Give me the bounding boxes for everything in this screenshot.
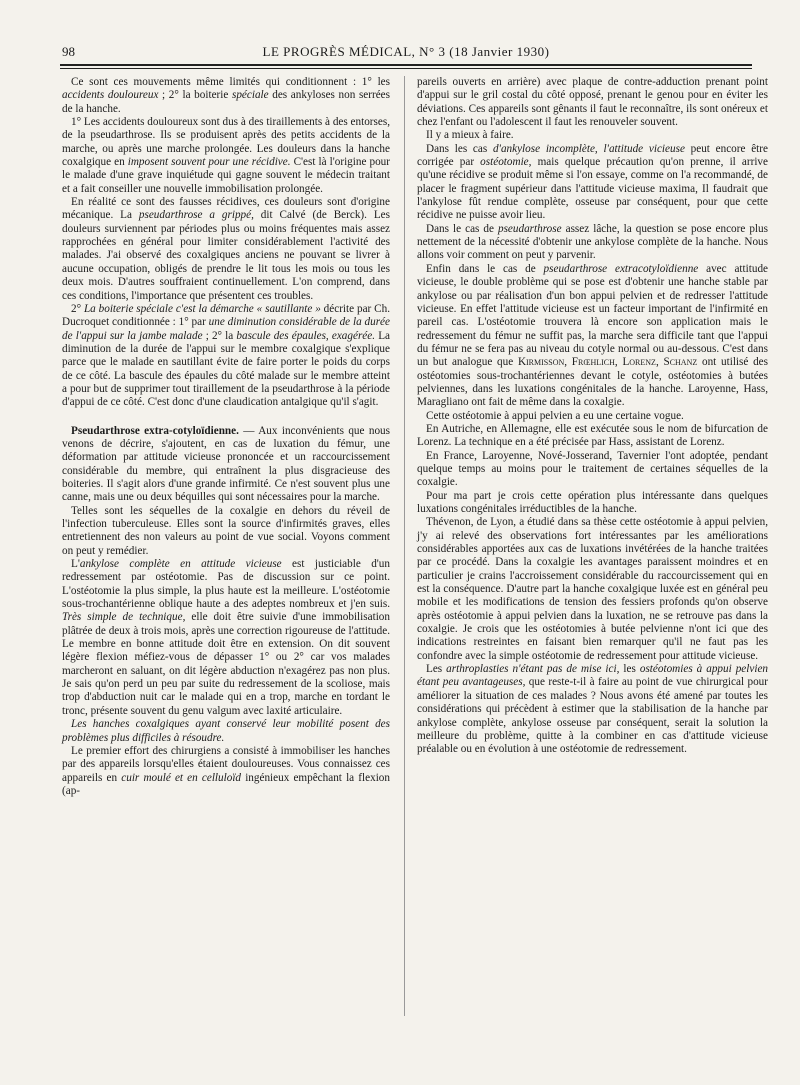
text-run: assez lâche, la question se pose encore plus nettement de la nécessité d'obtenir une ankylose complète de la hanche. Nous allons voir comment on peut y parvenir. <box>417 222 768 262</box>
text-run: Thévenon, de Lyon, a étudié dans sa thèse cette ostéotomie à appui pelvien, j'y ai relevé des observations fort intéressantes par les améliorations considérables apportées aux cas de luxations invétérées de la hanche traitées par ce procédé. Dans la coxalgie les avantages paraissent moindres et en particulier je crains l'accroissement considérable du raccourcissement qui en est la conséquence. D'autre part la hanche coxalgique luxée est en général peu mobile et les modifications de tension des fessiers profonds qu'on observe après ostéotomie à appui pelvien dans la luxation, ne se retrouve pas dans la coxalgie. Je crois que les ostéotomies à butée pelvienne n'ont ici que des indications restreintes en faisant bien remarquer qu'il ne faut pas les confondre avec la simple ostéotomie de redressement pour attitude vicieuse. <box>417 516 768 662</box>
text-run: accidents douloureux <box>62 89 159 102</box>
text-run: Les <box>426 663 447 676</box>
text-run: ont utilisé des ostéotomies sous-trochantériennes devant le cotyle, ostéotomies à butées pelviennes, dans les luxations congénitales de la hanche. Laroyenne, Hass, Maragliano ont fait de même dans la coxalgie. <box>417 356 768 409</box>
text-run: La diminution de la durée de l'appui sur le membre coxalgique s'explique parce que le malade en sautillant évite de faire porter le poids du corps de ce côté. La bascule des épaules du côté malade sur le membre atteint a pour but de supprimer tout tiraillement de la pseudarthrose à la période d'appui de ce côté. C'est donc d'une claudication antalgique qu'il s'agit. <box>62 329 390 409</box>
text-run: dit Calvé (de Berck). Les douleurs surviennent par périodes plus ou moins fréquentes mais assez rapprochées en général pour limiter considérablement l'activité des malades. J'ai observé des coxalgiques anciens ne pouvant se livrer à aucune occupation, obligés de prendre le lit tous les mois ou tous les deux mois. D'autres souffraient continuellement. L'on comprend, dans ces conditions, l'importance que présentent ces troubles. <box>62 209 390 302</box>
text-run: cuir moulé et en celluloïd <box>121 771 242 784</box>
text-run: ostéotomie, <box>480 156 532 169</box>
text-run: Lorenz <box>622 356 656 369</box>
paragraph <box>417 263 768 410</box>
header-rule-thick <box>60 64 752 66</box>
paragraph <box>417 143 768 223</box>
text-run: — Aux inconvénients que nous venons de décrire, s'ajoutent, en cas de luxation du fémur, une déformation par attitude vicieuse prononcée et un raccourcissement considérable du membre, qui entraînent la plus disgracieuse des boiteries. Il s'agit alors d'une grande infirmité. Ce n'est souvent plus une canne, mais une ou deux béquilles qui sont nécessaires pour la marche. <box>62 424 390 504</box>
text-run: bascule des épaules, exagérée. <box>236 329 376 342</box>
text-run: est justiciable d'un redressement par ostéotomie. Pas de discussion sur ce point. L'ostéotomie la plus simple, la plus haute est la meilleure. L'ostéotomie sous-trochantérienne oblique haute a des adeptes nombreux et j'en suis. <box>62 558 390 611</box>
text-run: que reste-t-il à faire au point de vue chirurgical pour améliorer la situation de ces malades ? Nous avons été amené par toutes les considérations qui précèdent à estimer que la stabilisation de la hanche par ankylose complète, ankylose osseuse par conséquent, serait la solution la meilleure du problème, quitte à la combiner en cas d'attitude vicieuse préalable ou en évolution à une ostéotomie de redressement. <box>417 676 768 756</box>
paragraph <box>417 450 768 490</box>
text-run: La boiterie spéciale c'est la démarche « sautillante » <box>83 302 321 315</box>
text-run: En France, Laroyenne, Nové-Josserand, Tavernier l'ont adoptée, pendant quelque temps au moins pour le traitement de certaines séquelles de la coxalgie. <box>417 449 768 489</box>
text-run: ostéotomies à appui pelvien étant peu avantageuses, <box>417 663 769 689</box>
paragraph <box>417 516 768 663</box>
paragraph <box>417 129 768 142</box>
paragraph <box>417 223 768 263</box>
text-run: , <box>655 356 664 369</box>
paragraph <box>62 76 390 116</box>
text-run: décrite par Ch. Ducroquet conditionnée : 1° par <box>62 302 390 329</box>
text-run: les <box>619 663 640 676</box>
text-run: Très simple de technique, <box>62 611 186 624</box>
text-run: Il y a mieux à faire. <box>426 129 514 142</box>
paragraph <box>62 558 390 718</box>
text-run: Dans les cas <box>426 142 493 155</box>
text-run: arthroplasties n'étant pas de mise ici, <box>446 663 620 676</box>
text-run: 2° <box>71 302 84 315</box>
paragraph <box>417 663 768 756</box>
text-run: ; 2° la boiterie <box>158 89 232 102</box>
text-run: ; 2° la <box>202 329 237 342</box>
paragraph <box>62 303 390 410</box>
text-run: En réalité ce sont des fausses récidives, ces douleurs sont d'origine mécanique. La <box>62 196 390 222</box>
section-heading: Pseudarthrose extra-cotyloïdienne. <box>71 424 239 437</box>
header-rule-thin <box>60 68 752 69</box>
paragraph <box>417 76 768 129</box>
text-run: Frœhlich <box>571 356 615 369</box>
text-run: pseudarthrose <box>497 222 562 235</box>
paragraph <box>417 410 768 423</box>
text-run: , <box>614 356 623 369</box>
text-run: Pour ma part je crois cette opération plus intéressante dans quelques luxations congénitales irréductibles de la hanche. <box>417 489 768 515</box>
page-number: 98 <box>62 44 75 59</box>
paragraph <box>62 505 390 558</box>
paragraph <box>62 425 390 505</box>
right-column <box>417 76 768 757</box>
text-run: elle doit être suivie d'une immobilisation plâtrée de deux à trois mois, après une correction rigoureuse de l'attitude. Le membre en bonne attitude doit être en extension. On dit souvent légère flexion méfiez-vous de dépasser 1° ou 2° car vos malades marcheront en saluant, on dit légère abduction n'exagérez pas non plus. Je sais qu'on perd un peu par suite du redressement de la scoliose, mais trop d'abduction nuit car le malade qui en a trop, marche en tordant le tronc, présente souvent du genu valgum avec laxité articulaire. <box>62 611 390 717</box>
text-run: Le premier effort des chirurgiens a consisté à immobiliser les hanches par des appareils lorsqu'elles étaient douloureuses. Vous connaissez ces appareils en <box>62 744 390 784</box>
text-run: En Autriche, en Allemagne, elle est exécutée sous le nom de bifurcation de Lorenz. La technique en a été précisée par Hass, assistant de Lorenz. <box>417 422 768 449</box>
text-run: L' <box>71 558 80 571</box>
text-run: Cette ostéotomie à appui pelvien a eu une certaine vogue. <box>426 409 684 422</box>
paragraph <box>62 718 390 745</box>
text-run: Telles sont les séquelles de la coxalgie en dehors du réveil de l'infection tuberculeuse. Elles sont la source d'infirmités graves, elles entretiennent des non valeurs au point de vue social. Voyons comment on peut y remédier. <box>62 504 390 557</box>
text-run: C'est là l'origine pour le malade d'une grave inquiétude qui gagne souvent le médecin traitant et a fait conseiller une nouvelle immobilisation prolongée. <box>62 156 390 195</box>
text-run: spéciale <box>231 89 269 102</box>
text-run: pseudarthrose a grippé, <box>138 209 254 222</box>
paragraph <box>62 116 390 196</box>
column-divider <box>404 76 405 1016</box>
text-run: 1° Les accidents douloureux sont dus à des tiraillements à des entorses, de la pseudarthrose. Ils se produisent après des petits accidents de la marche, ou après une marche prolongée. Les douleurs dans la hanche coxalgique en <box>62 116 390 169</box>
text-run: Schanz <box>663 356 698 369</box>
paragraph <box>417 423 768 450</box>
text-run: imposent souvent pour une récidive. <box>127 156 291 169</box>
text-run: des ankyloses non serrées de la hanche. <box>62 89 390 115</box>
paragraph <box>62 745 390 798</box>
running-title: LE PROGRÈS MÉDICAL, N° 3 (18 Janvier 1930) <box>262 44 550 59</box>
text-run: peut encore être corrigée par <box>417 142 768 169</box>
text-run: Enfin dans le cas de <box>426 262 544 275</box>
text-run: mais quelque précaution qu'on prenne, il arrive qu'une récidive se produit même si l'on essaye, comme on l'a recommandé, de placer le fragment supérieur dans l'attitude vicieuse maxima, Il faudrait que l'ankylose fût rendue complète, osseuse par conséquent, pour que cette récidive ne puisse avoir lieu. <box>417 156 768 222</box>
text-run: Kirmisson <box>517 356 565 369</box>
text-run: pseudarthrose extracotyloïdienne <box>543 262 699 275</box>
text-run: une diminution considérable de la durée de l'appui sur la jambe malade <box>62 316 390 342</box>
text-run: ingénieux empêchant la flexion (ap- <box>62 771 390 797</box>
text-run: Les hanches coxalgiques ayant conservé leur mobilité posent des problèmes plus difficiles à résoudre. <box>62 718 390 744</box>
text-run: avec attitude vicieuse, le double problème qui se pose est d'obtenir une hanche stable par ankylose ou par réalisation d'un bon appui pelvien et de redresser l'attitude vicieuse. En effet l'attitude vicieuse est un facteur important de l'infirmité en pareil cas. L'ostéotomie trouvera là encore son application mais le redressement du fémur ne suffit pas, la marche sera difficile tant que l'appui du fémur ne se fera pas au niveau du cotyle normal ou au-dessous. C'est dans un but analogue que <box>417 262 769 369</box>
text-run: ankylose complète en attitude vicieuse <box>79 558 282 571</box>
page-header <box>62 44 750 62</box>
paragraph <box>417 490 768 517</box>
text-run: Dans le cas de <box>426 222 498 235</box>
text-run: , <box>564 356 572 369</box>
paragraph <box>62 196 390 303</box>
text-run: pareils ouverts en arrière) avec plaque de contre-adduction prenant point d'appui sur le gril costal du côté opposé, prenant le genou pour en éviter les déviations. Ces appareils sont gênants il faut le reconnaître, ils sont onéreux et chez l'enfant ou l'adolescent il faut les renouveler souvent. <box>417 76 768 129</box>
text-run: d'ankylose incomplète, l'attitude vicieuse <box>492 142 685 155</box>
left-column <box>62 76 390 798</box>
text-run: Ce sont ces mouvements même limités qui conditionnent : 1° les <box>71 76 390 88</box>
